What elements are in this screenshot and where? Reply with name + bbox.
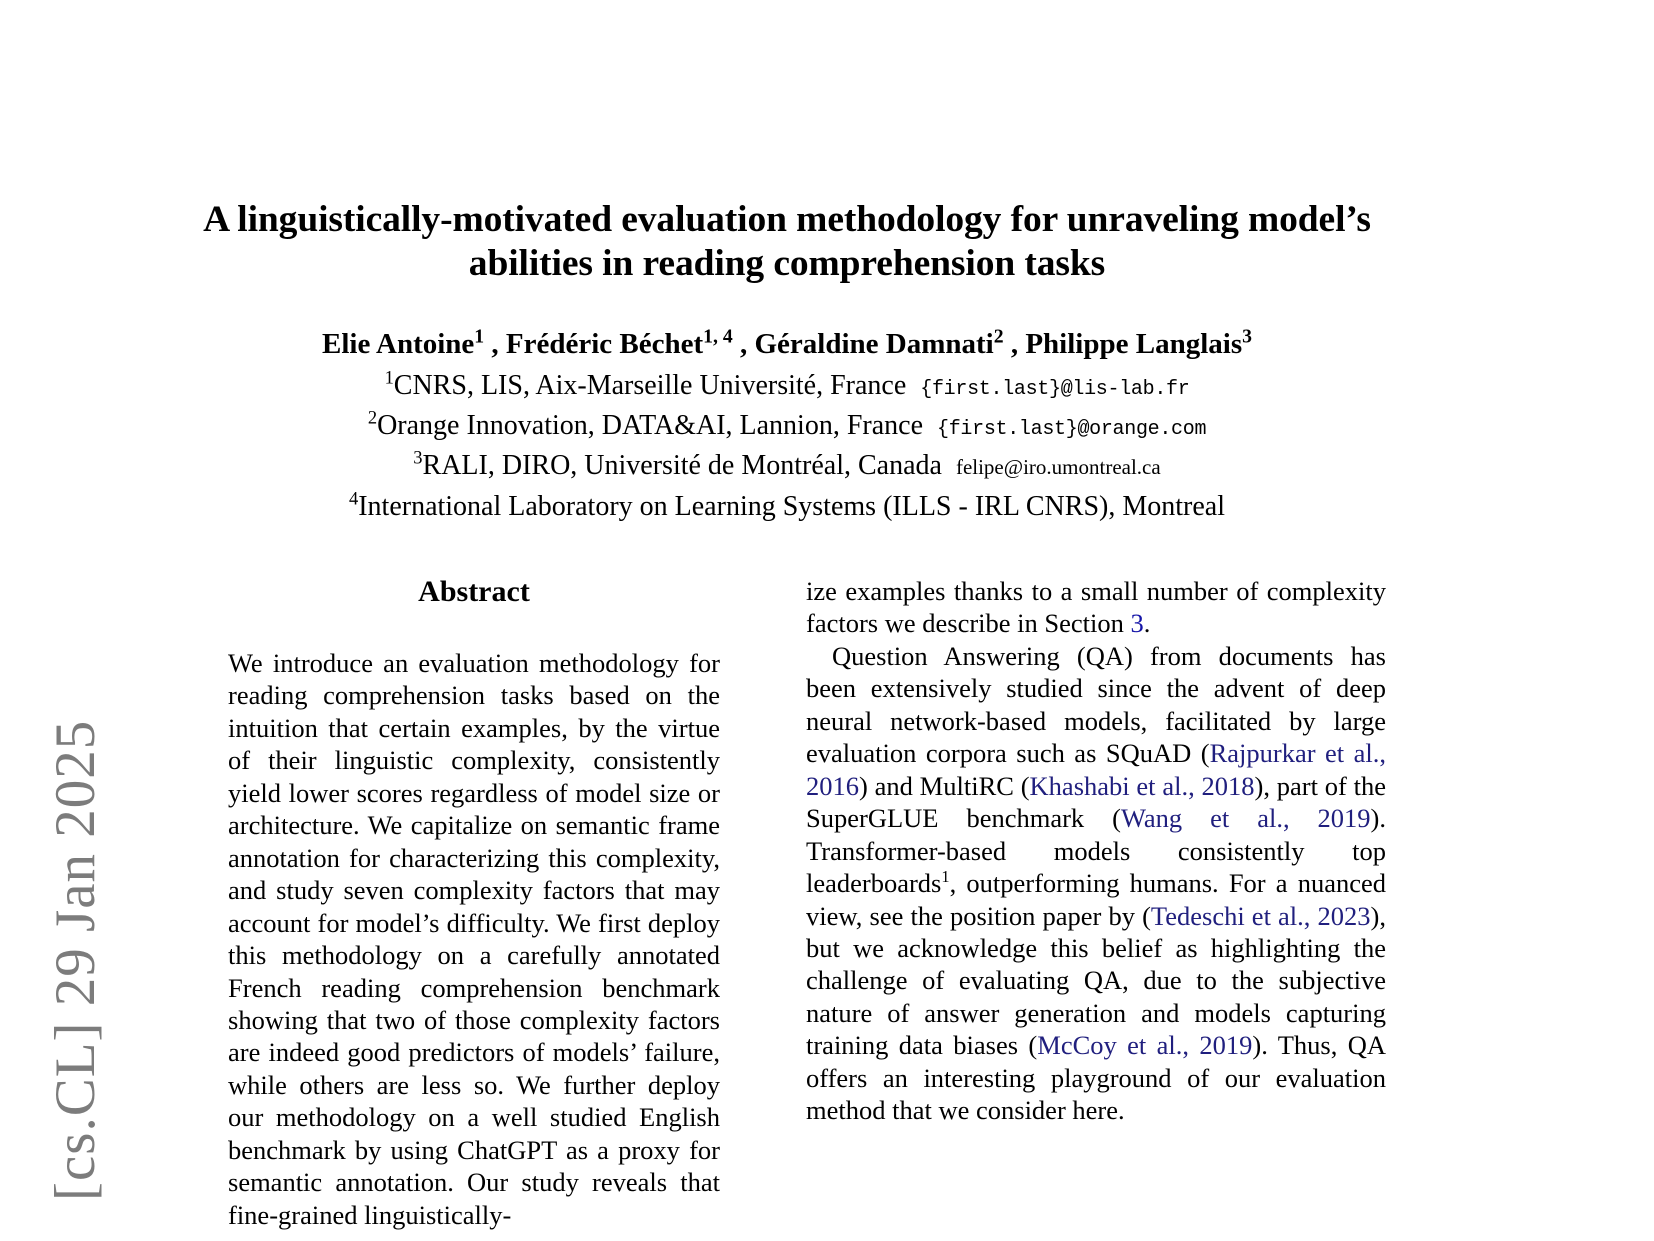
author-sep-1: ,: [732, 328, 755, 360]
affiliation-sup-1: 1: [384, 367, 394, 388]
author-sup-0: 1: [474, 325, 485, 348]
left-column: [228, 575, 720, 1241]
author-sup-2: 2: [993, 325, 1004, 348]
intro-paragraph-qa: [806, 640, 1386, 1127]
affiliation-email-3: felipe@iro.umontreal.ca: [955, 455, 1161, 480]
citation-mccoy[interactable]: McCoy et al., 2019: [1037, 1030, 1253, 1061]
affiliation-sup-4: 4: [348, 488, 359, 509]
author-sep-0: ,: [484, 328, 506, 360]
affiliation-2: [187, 408, 1387, 444]
affiliation-email-2: {first.last}@orange.com: [937, 418, 1207, 442]
intro-s6: ), but we acknowledge this belief as highlighting the challenge of evaluating QA, due to the subjective nature of answer generation and models capturing training data biases (: [806, 900, 1386, 1061]
affiliation-text-4: International Laboratory on Learning Systems (ILLS - IRL CNRS), Montreal: [358, 490, 1225, 522]
citation-wang[interactable]: Wang et al., 2019: [1120, 803, 1371, 834]
author-name-3: Philippe Langlais: [1025, 328, 1243, 360]
citation-rajpurkar[interactable]: Rajpurkar et al., 2016: [806, 738, 1386, 801]
author-list: [187, 326, 1387, 364]
affiliation-text-3: RALI, DIRO, Université de Montréal, Canada: [422, 450, 942, 482]
author-sup-1: 1, 4: [703, 325, 733, 348]
affiliation-email-1: {first.last}@lis-lab.fr: [920, 377, 1190, 401]
citation-tedeschi[interactable]: Tedeschi et al., 2023: [1150, 900, 1371, 931]
abstract-heading: Abstract: [418, 575, 530, 608]
intro-s1: Question Answering (QA) from documents has been extensively studied since the advent of deep neural network-based models, facilitated by large evaluation corpora such as SQuAD (: [806, 640, 1386, 769]
intro-para1-pre: ize examples thanks to a small number of complexity factors we describe in Section: [806, 576, 1386, 639]
affiliation-sup-3: 3: [413, 448, 423, 469]
affiliation-sup-2: 2: [367, 407, 378, 428]
intro-s7: ). Thus, QA offers an interesting playground of our evaluation method that we consider here.: [806, 1030, 1386, 1126]
intro-s5: , outperforming humans. For a nuanced view, see the position paper by (: [806, 868, 1386, 931]
page-title-line-2: abilities in reading comprehension tasks: [468, 243, 1106, 285]
affiliation-text-1: CNRS, LIS, Aix-Marseille Université, France: [393, 369, 907, 401]
author-sup-3: 3: [1242, 325, 1252, 348]
title-block: [187, 198, 1387, 287]
intro-s3: ), part of the SuperGLUE benchmark (: [806, 770, 1386, 834]
author-name-0: Elie Antoine: [322, 328, 475, 360]
citation-khashabi[interactable]: Khashabi et al., 2018: [1029, 770, 1255, 801]
affiliation-text-2: Orange Innovation, DATA&AI, Lannion, France: [377, 410, 924, 442]
intro-s2: ) and MultiRC (: [859, 770, 1030, 801]
affiliation-1: [187, 368, 1387, 404]
right-column: [806, 575, 1386, 1241]
intro-paragraph-continued: [806, 575, 1386, 640]
author-sep-2: ,: [1003, 328, 1026, 360]
body-columns: [0, 575, 1654, 1241]
arxiv-stamp-text: [cs.CL] 29 Jan 2025: [44, 719, 107, 1201]
section-reference-link[interactable]: 3: [1130, 608, 1144, 639]
affiliation-3: [187, 448, 1387, 484]
intro-para1-post: .: [1143, 608, 1151, 639]
intro-s4: ). Transformer-based models consistently top leaderboards: [806, 803, 1386, 899]
abstract-body: We introduce an evaluation methodology for reading comprehension tasks based on the intuition that certain examples, by the virtue of their linguistic complexity, consistently yield lower scores regardless of model size or architecture. We capitalize on semantic frame annotation for characterizing this complexity, and study seven complexity factors that may account for model’s difficulty. We first deploy this methodology on a carefully annotated French reading comprehension benchmark showing that two of those complexity factors are indeed good predictors of models’ failure, while others are less so. We further deploy our methodology on a well studied English benchmark by using ChatGPT as a proxy for semantic annotation. Our study reveals that fine-grained linguistically-: [228, 648, 720, 1230]
page-title-line-1: A linguistically-motivated evaluation methodology for unraveling model’s: [203, 199, 1371, 240]
footnote-marker-1[interactable]: 1: [941, 867, 950, 887]
affiliation-4: [187, 489, 1387, 525]
author-name-1: Frédéric Béchet: [505, 328, 704, 360]
author-name-2: Géraldine Damnati: [754, 328, 994, 360]
author-block: [187, 326, 1387, 525]
